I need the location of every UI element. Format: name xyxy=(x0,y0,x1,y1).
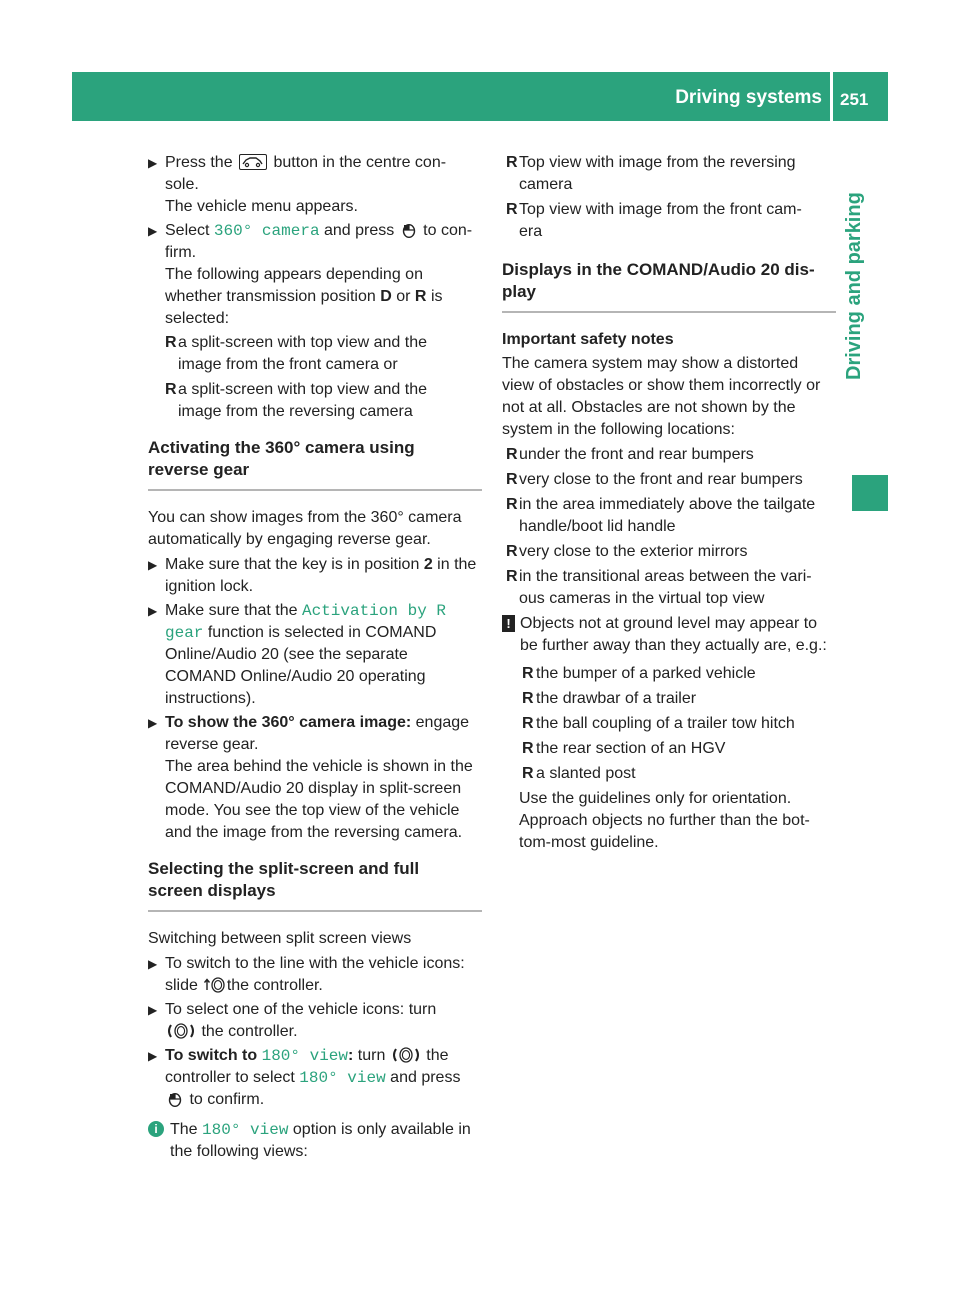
bullet-icon: R xyxy=(165,334,177,351)
turn-controller-icon xyxy=(167,1023,195,1039)
bullet-icon: R xyxy=(165,381,177,398)
warning-note: ! Objects not at ground level may appear to be further away than they actually are, e.g.: xyxy=(502,613,836,657)
bullet-icon: R xyxy=(506,496,518,513)
step-arrow-icon: ▶ xyxy=(148,716,158,730)
step-arrow-icon: ▶ xyxy=(148,604,158,618)
step-arrow-icon: ▶ xyxy=(148,224,158,238)
bullet-icon: R xyxy=(506,471,518,488)
press-controller-icon xyxy=(401,222,417,238)
list-item: R in the transitional areas between the vari- ous cameras in the virtual top view xyxy=(506,568,812,607)
bullet-icon: R xyxy=(506,543,518,560)
list-item: R a slanted post xyxy=(502,763,836,785)
bullet-icon: R xyxy=(506,201,518,218)
paragraph: You can show images from the 360° camera automatically by engaging reverse gear. xyxy=(148,509,462,548)
list-item: R a split-screen with top view and the image from the reversing camera xyxy=(165,381,428,420)
menu-item-180-view: 180° view xyxy=(202,1121,289,1139)
instruction-step: ▶ Make sure that the Activation by R gear function is selected in COMAND Online/Audio 20 (see the separate COMAND Online/Audio 20 operating instructions). xyxy=(148,602,446,707)
side-tab xyxy=(840,192,900,390)
list-item: R in the area immediately above the tailgate handle/boot lid handle xyxy=(506,496,816,535)
section-heading: Activating the 360° camera using reverse gear xyxy=(148,437,482,491)
page-number: 251 xyxy=(840,90,869,109)
bullet-icon: R xyxy=(522,765,534,782)
paragraph: The camera system may show a distorted view of obstacles or show them incorrectly or not at all. Obstacles are not shown by the system in the following locations: xyxy=(502,355,821,438)
bullet-icon: R xyxy=(522,665,534,682)
bullet-icon: R xyxy=(522,690,534,707)
bullet-icon: R xyxy=(522,740,534,757)
step-arrow-icon: ▶ xyxy=(148,558,158,572)
side-tab-label: Driving and parking xyxy=(843,192,865,380)
list-item: R the bumper of a parked vehicle xyxy=(502,663,836,685)
turn-controller-icon xyxy=(392,1047,420,1063)
section-heading: Displays in the COMAND/Audio 20 dis- play xyxy=(502,259,836,313)
header-divider xyxy=(830,72,833,121)
instruction-step: ▶ To select one of the vehicle icons: turn the controller. xyxy=(148,1001,437,1040)
step-arrow-icon: ▶ xyxy=(148,1049,158,1063)
menu-item-360-camera: 360° camera xyxy=(213,222,320,240)
instruction-step: ▶ Select 360° camera and press to con- firm. The following appears depending on whether transmission position D or R is selected: xyxy=(148,222,473,327)
list-item: R a split-screen with top view and the image from the front camera or xyxy=(165,334,428,373)
subsection-heading: Important safety notes xyxy=(502,331,674,348)
list-item: R Top view with image from the front cam- era xyxy=(506,201,802,240)
list-item: R the rear section of an HGV xyxy=(502,738,836,760)
menu-item-gear: gear xyxy=(165,624,204,642)
side-tab-block xyxy=(852,475,888,511)
paragraph: Switching between split screen views xyxy=(148,930,412,947)
info-icon: i xyxy=(148,1121,164,1137)
info-note: i The 180° view option is only available in the following views: xyxy=(148,1119,482,1163)
press-controller-icon xyxy=(167,1091,183,1107)
list-item: R Top view with image from the reversing camera xyxy=(506,154,796,193)
bullet-icon: R xyxy=(506,446,518,463)
paragraph: Use the guidelines only for orientation. Approach objects no further than the bot- tom-most guideline. xyxy=(519,790,810,851)
step-arrow-icon: ▶ xyxy=(148,156,158,170)
instruction-step: ▶ To switch to the line with the vehicle icons: slide the controller. xyxy=(148,955,465,994)
slide-up-controller-icon xyxy=(204,977,220,993)
instruction-step: ▶ Make sure that the key is in position 2 in the ignition lock. xyxy=(148,556,477,595)
right-column xyxy=(502,152,836,857)
step-arrow-icon: ▶ xyxy=(148,1003,158,1017)
bullet-icon: R xyxy=(522,715,534,732)
list-item: R the drawbar of a trailer xyxy=(502,688,836,710)
menu-item-180-view: 180° view xyxy=(261,1047,349,1065)
instruction-step: ▶ Press the button in the centre con- sole. The vehicle menu appears. xyxy=(148,154,447,215)
list-item: R very close to the front and rear bumpers xyxy=(502,469,836,491)
page-title: Driving systems xyxy=(675,87,822,108)
list-item: R very close to the exterior mirrors xyxy=(502,541,836,563)
bullet-icon: R xyxy=(506,154,518,171)
vehicle-button-icon xyxy=(239,154,267,170)
menu-item-180-view: 180° view xyxy=(299,1069,386,1087)
warning-icon: ! xyxy=(502,615,515,632)
instruction-step: ▶ To switch to 180° view: turn the controller to select 180° view and press to confirm. xyxy=(148,1047,461,1108)
bullet-icon: R xyxy=(506,568,518,585)
menu-item-activation-by-r: Activation by R xyxy=(301,602,446,620)
list-item: R under the front and rear bumpers xyxy=(502,444,836,466)
step-arrow-icon: ▶ xyxy=(148,957,158,971)
list-item: R the ball coupling of a trailer tow hitch xyxy=(502,713,836,735)
section-heading: Selecting the split-screen and full screen displays xyxy=(148,858,482,912)
left-column xyxy=(148,152,482,1163)
instruction-step: ▶ To show the 360° camera image: engage reverse gear. The area behind the vehicle is shown in the COMAND/Audio 20 display in split-screen mode. You see the top view of the vehicle and the image from the reversing camera. xyxy=(148,714,473,841)
